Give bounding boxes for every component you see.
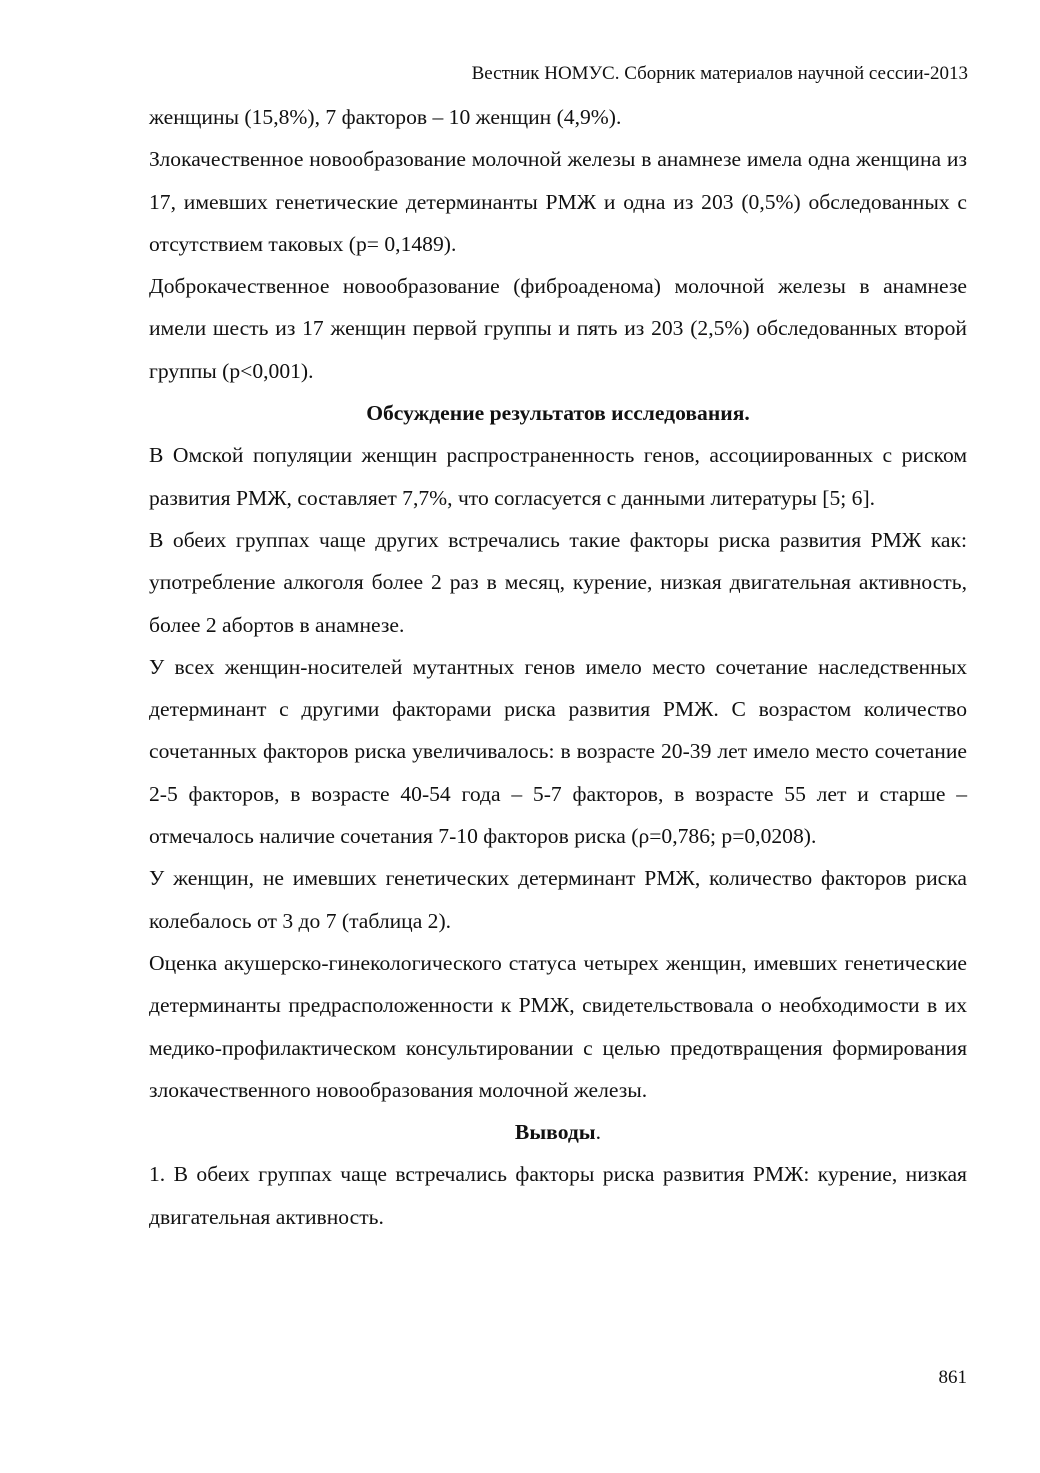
paragraph-obstetric-assessment: Оценка акушерско-гинекологического статуса четырех женщин, имевших генетические детерминанты предрасположенности к РМЖ, свидетельствовала о необходимости в их медико-профилактическом консультировании с целью предотвращения формирования злокачественного новообразования молочной железы. xyxy=(149,950,967,1102)
heading-conclusions-text: Выводы xyxy=(514,1120,596,1145)
paragraph-conclusion-1: 1. В обеих группах чаще встречались факторы риска развития РМЖ: курение, низкая двигательная активность. xyxy=(149,1162,967,1229)
heading-discussion: Обсуждение результатов исследования. xyxy=(366,401,750,426)
paragraph-no-genetic-determinants: У женщин, не имевших генетических детерминант РМЖ, количество факторов риска колебалось от 3 до 7 (таблица 2). xyxy=(149,866,967,933)
paragraph-continuation: женщины (15,8%), 7 факторов – 10 женщин (4,9%). xyxy=(149,105,622,129)
heading-conclusions xyxy=(149,1111,967,1153)
page-number: 861 xyxy=(938,1367,967,1388)
paragraph-malignant-neoplasm: Злокачественное новообразование молочной железы в анамнезе имела одна женщина из 17, имевших генетические детерминанты РМЖ и одна из 203 (0,5%) обследованных с отсутствием таковых (р= 0,1489). xyxy=(149,147,967,256)
document-body xyxy=(149,96,967,1238)
paragraph-benign-neoplasm: Доброкачественное новообразование (фиброаденома) молочной железы в анамнезе имели шесть из 17 женщин первой группы и пять из 203 (2,5%) обследованных второй группы (р<0,001). xyxy=(149,274,967,383)
paragraph-mutant-gene-carriers: У всех женщин-носителей мутантных генов имело место сочетание наследственных детерминант с другими факторами риска развития РМЖ. С возрастом количество сочетанных факторов риска увеличивалось: в возрасте 20-39 лет имело место сочетание 2-5 факторов, в возрасте 40-54 года – 5-7 факторов, в возрасте 55 лет и старше – отмечалось наличие сочетания 7-10 факторов риска (ρ=0,786; р=0,0208). xyxy=(149,654,967,849)
heading-conclusions-period: . xyxy=(595,1120,602,1145)
running-header: Вестник НОМУС. Сборник материалов научной сессии-2013 xyxy=(471,63,968,84)
paragraph-risk-factors: В обеих группах чаще других встречались такие факторы риска развития РМЖ как: употребление алкоголя более 2 раз в месяц, курение, низкая двигательная активность, более 2 абортов в анамнезе. xyxy=(149,527,967,637)
paragraph-prevalence: В Омской популяции женщин распространенность генов, ассоциированных с риском развития РМЖ, составляет 7,7%, что согласуется с данными литературы [5; 6]. xyxy=(149,443,967,510)
